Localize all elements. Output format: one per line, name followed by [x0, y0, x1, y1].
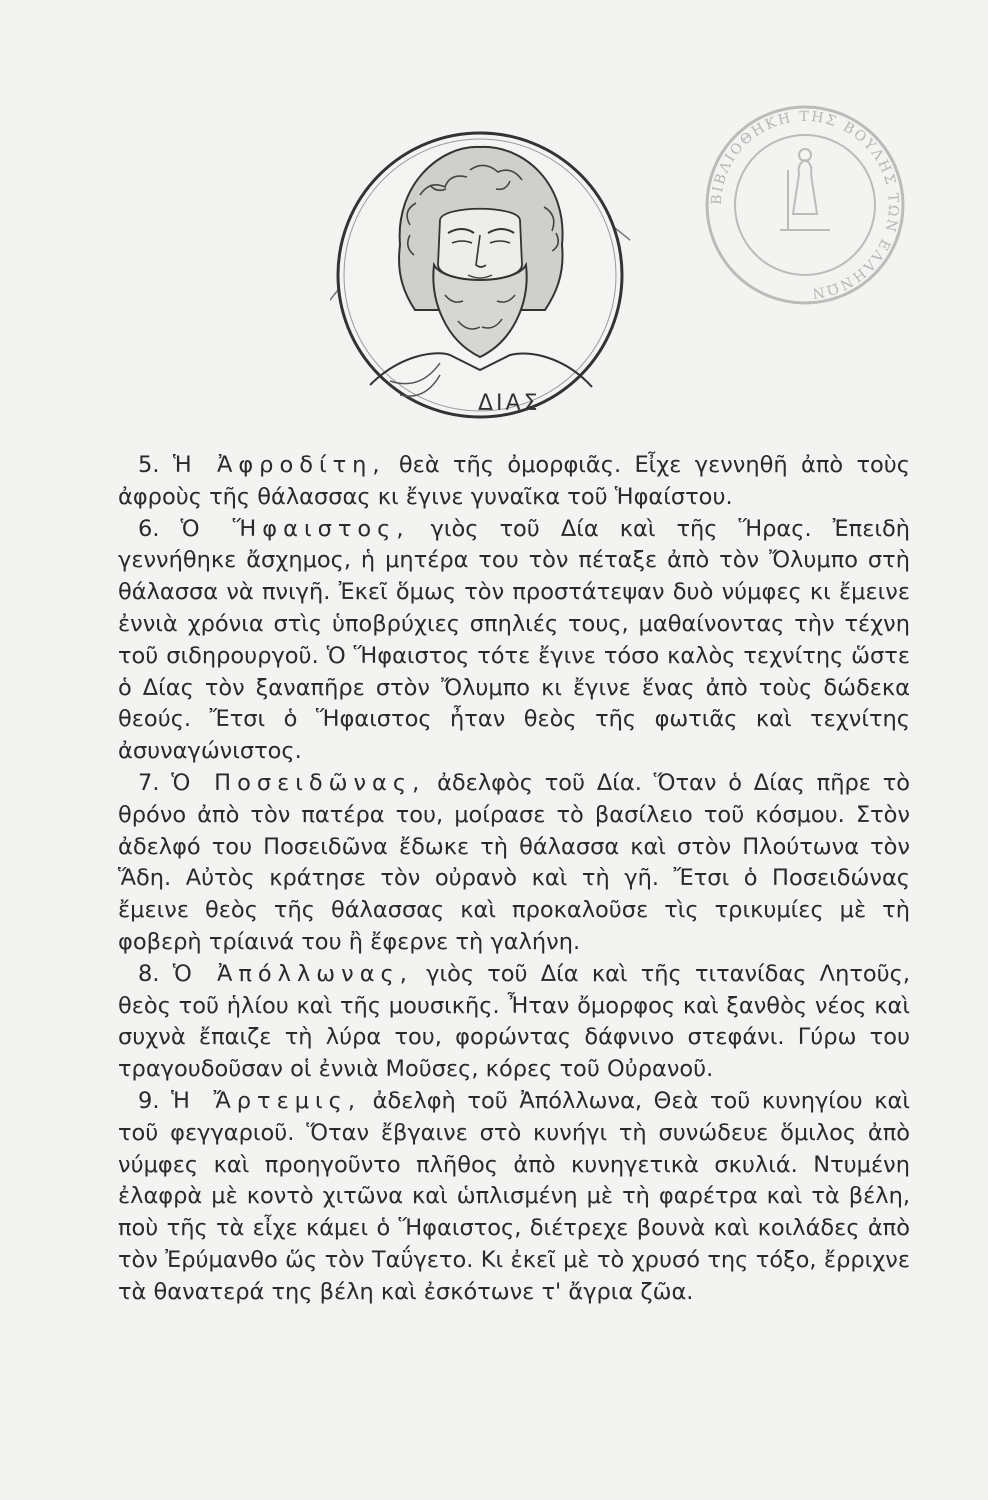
paragraph-aphrodite	[118, 450, 910, 514]
paragraph-artemis	[118, 1086, 910, 1309]
illustration-caption: ΔΙΑΣ	[478, 391, 541, 416]
paragraph-poseidon	[118, 768, 910, 959]
paragraph-apollo	[118, 959, 910, 1086]
paragraph-hephaestus	[118, 514, 910, 768]
paragraph-number: 5.	[138, 452, 160, 478]
paragraph-number: 7.	[138, 769, 160, 796]
paragraph-text: γιὸς τοῦ Δία καὶ τῆς τιτανίδας Λητοῦς, θεὸς τοῦ ἡλίου καὶ τῆς μουσικῆς. Ἦταν ὄμορφος καὶ ξανθὸς νέος καὶ συχνὰ ἔπαιζε τὴ λύρα του, φορώντας δάφνινο στεφάνι. Γύρω του τραγουδοῦσαν οἱ ἐννιὰ Μοῦσες, κόρες τοῦ Οὐρανοῦ.	[118, 960, 911, 1083]
paragraph-number: 8.	[138, 960, 160, 987]
deity-name: Ὁ Ποσειδῶνας,	[171, 769, 426, 796]
library-seal-stamp	[700, 100, 910, 310]
paragraph-text: ἀδελφὴ τοῦ Ἀπόλλωνα, Θεὰ τοῦ κυνηγίου καὶ τοῦ φεγγαριοῦ. Ὅταν ἔβγαινε στὸ κυνήγι τὴ συνώδευε ὅμιλος ἀπὸ νύμφες καὶ προηγοῦντο πλῆθος ἀπὸ κυνηγετικὰ σκυλιά. Ντυμένη ἐλαφρὰ μὲ κοντὸ χιτῶνα καὶ ὡπλισμένη μὲ τὴ φαρέτρα καὶ τὰ βέλη, ποὺ τῆς τὰ εἶχε κάμει ὁ Ἥφαιστος, διέτρεχε βουνὰ καὶ κοιλάδες ἀπὸ τὸν Ἐρύμανθο ὥς τὸν Ταΰγετο. Κι ἐκεῖ μὲ τὸ χρυσό της τόξο, ἔρριχνε τὰ θανατερά της βέλη καὶ ἐσκότωνε τ' ἄγρια ζῶα.	[118, 1087, 910, 1305]
paragraph-text: ἀδελφὸς τοῦ Δία. Ὅταν ὁ Δίας πῆρε τὸ θρόνο ἀπὸ τὸν πατέρα του, μοίρασε τὸ βασίλειο τοῦ κόσμου. Στὸν ἀδελφό του Ποσειδῶνα ἔδωκε τὴ θάλασσα καὶ στὸν Πλούτωνα τὸν Ἅδη. Αὐτὸς κράτησε τὸν οὐρανὸ καὶ τὴ γῆ. Ἔτσι ὁ Ποσειδώνας ἔμεινε θεὸς τῆς θάλασσας καὶ προκαλοῦσε τὶς τρικυμίες μὲ τὴ φοβερὴ τρίαινά του ἢ ἔφερνε τὴ γαλήνη.	[118, 769, 911, 955]
paragraph-number: 6.	[138, 515, 160, 542]
stamp-text: ΒΙΒΛΙΟΘΗΚΗ ΤΗΣ ΒΟΥΛΗΣ ΤΩΝ ΕΛΛΗΝΩΝ	[708, 108, 902, 302]
paragraph-text: θεὰ τῆς ὀμορφιᾶς. Εἶχε γεννηθῆ ἀπὸ τοὺς ἀφροὺς τῆς θάλασσας κι ἔγινε γυναῖκα τοῦ Ἡφαίστου.	[118, 452, 911, 510]
deity-name: Ἡ Ἀφροδίτη,	[172, 452, 386, 478]
svg-text:ΒΙΒΛΙΟΘΗΚΗ ΤΗΣ ΒΟΥΛΗΣ ΤΩΝ ΕΛΛΗ	[709, 109, 901, 301]
body-text	[118, 450, 910, 1309]
deity-name: Ὁ Ἥφαιστος,	[180, 515, 410, 542]
deity-name: Ὁ Ἀπόλλωνας,	[172, 960, 413, 987]
paragraph-number: 9.	[138, 1087, 160, 1114]
zeus-bust-illustration	[330, 125, 630, 435]
paragraph-text: γιὸς τοῦ Δία καὶ τῆς Ἥρας. Ἐπειδὴ γεννήθηκε ἄσχημος, ἡ μητέρα του τὸν πέταξε ἀπὸ τὸν Ὄλυμπο στὴ θάλασσα νὰ πνιγῆ. Ἐκεῖ ὅμως τὸν προστάτεψαν δυὸ νύμφες κι ἔμεινε ἐννιὰ χρόνια στὶς ὑποβρύχιες σπηλιές τους, μαθαίνοντας τὴν τέχνη τοῦ σιδηρουργοῦ. Ὁ Ἥφαιστος τότε ἔγινε τόσο καλὸς τεχνίτης ὥστε ὁ Δίας τὸν ξαναπῆρε στὸν Ὄλυμπο κι ἔγινε ἕνας ἀπὸ τοὺς δώδεκα θεούς. Ἔτσι ὁ Ἥφαιστος ἦταν θεὸς τῆς φωτιᾶς καὶ τεχνίτης ἀσυναγώνιστος.	[118, 515, 911, 765]
deity-name: Ἡ Ἄρτεμις,	[171, 1087, 362, 1114]
